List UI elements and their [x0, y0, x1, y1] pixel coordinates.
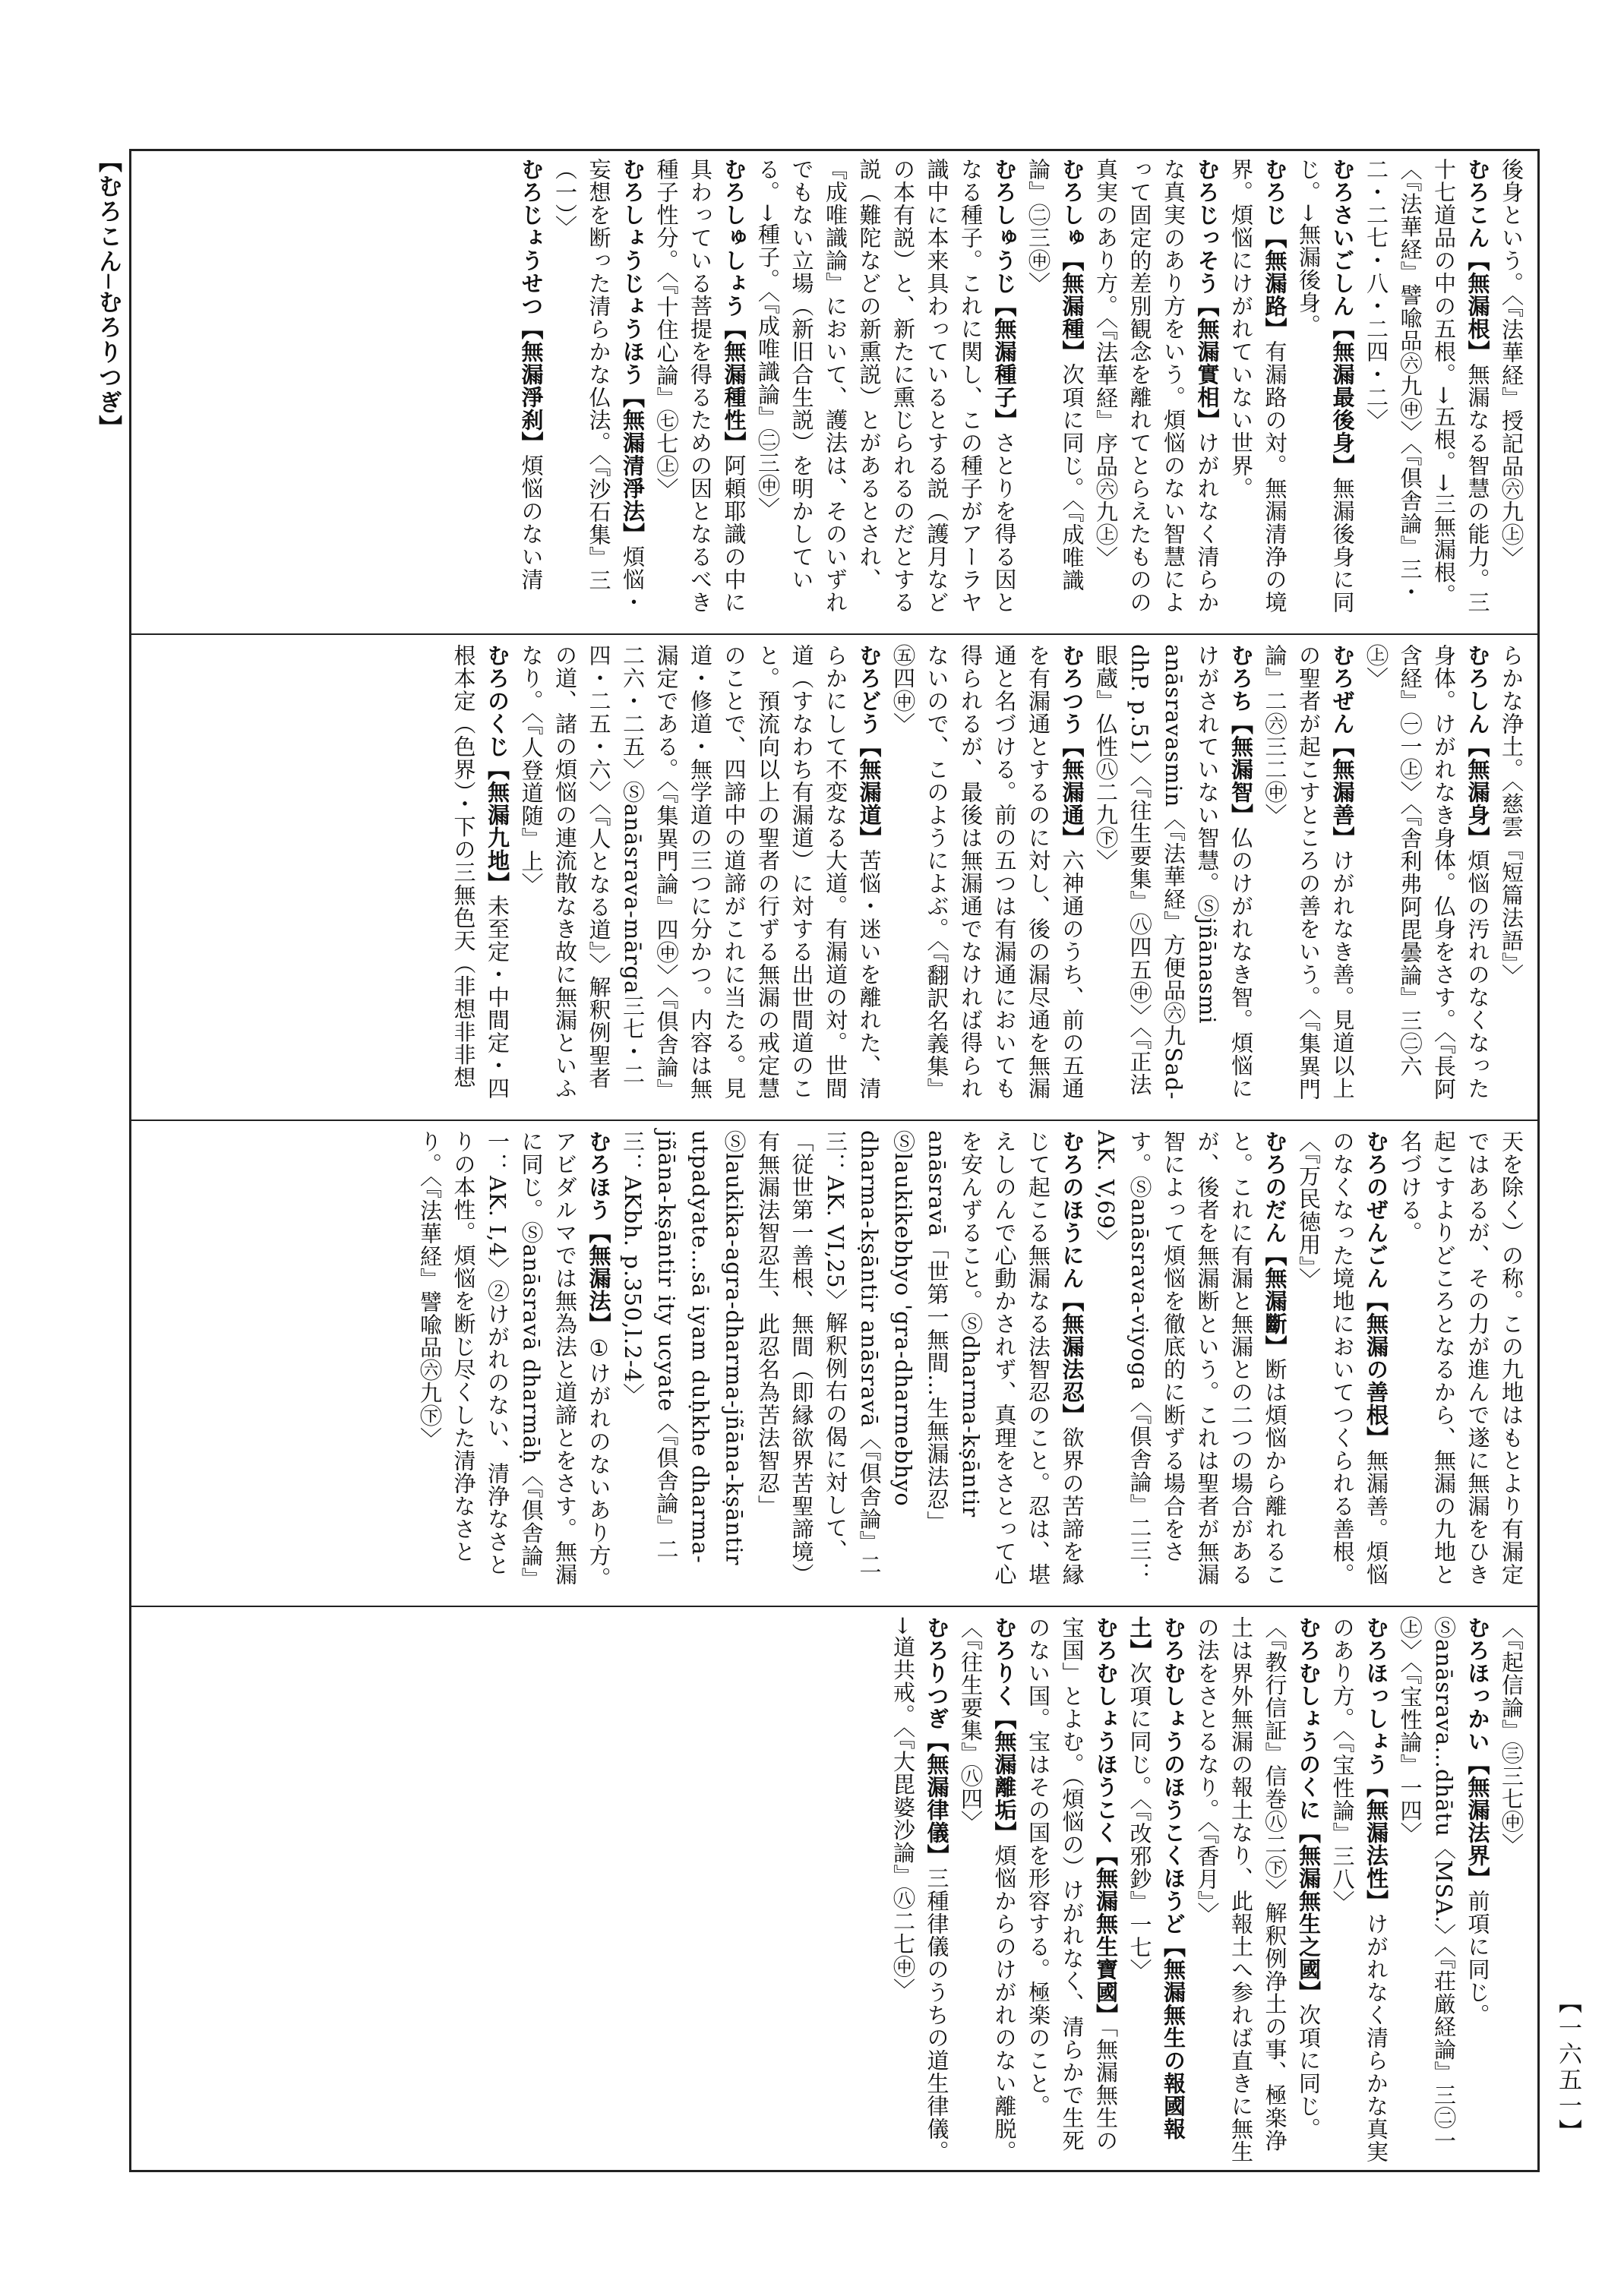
entry-text: 阿頼耶識の中に具わっている菩提を得るための因となるべき種子性分。〈『十住心論』㊆七㊤〉 [653, 158, 747, 614]
dictionary-entry [616, 1130, 1089, 1595]
entry-text: 断は煩悩から離れること。これに有漏と無漏との二つの場合があるが、後者を無漏断という。これは聖者が無漏智によって煩悩を徹底的に断ずる場合をさす。Ⓢanāsrava-viyoga〈『倶舎論』二三：AK. V,69〉 [1093, 1130, 1288, 1586]
entry-text: 無漏なる智慧の能力。三十七道品の中の五根。→五根。→三無漏根。〈『法華経』譬喩品㊅九㊥〉〈『倶舎論』三・二・二七・八・二四・二〉 [1363, 158, 1491, 614]
tier-divider [129, 1606, 1540, 1607]
entry-headword: むろこん【無漏根】 [1464, 158, 1491, 363]
dictionary-entry [1089, 158, 1224, 623]
entry-text: 〈『起信論』㊂三七㊥〉 [1499, 1616, 1524, 1856]
text-tier-1 [131, 152, 1537, 629]
dictionary-entry [1393, 1616, 1495, 2163]
dictionary-entry [1190, 1616, 1325, 2163]
entry-headword: むろのだん【無漏斷】 [1262, 1130, 1288, 1358]
entry-text: 仏のけがれなき智。煩悩にけがされていない智慧。Ⓢjñānasmi anāsravasmin〈『法華経』方便品㊅九Sad-dhP. p.51〉〈『往生要集』㊇四五㊥〉〈『正法眼蔵』仏性㊇二九㊦〉 [1093, 644, 1254, 1101]
entry-text: らかな浄土。〈慈雲『短篇法語』〉 [1499, 644, 1524, 987]
text-tier-3 [131, 1124, 1537, 1601]
entry-headword: むろむしょうのほうこくほうど【無漏無生の報國報土】 [1126, 1616, 1186, 2140]
entry-headword: むろむしょうのくに【無漏無生之國】 [1296, 1616, 1322, 2004]
dictionary-entry [649, 158, 751, 623]
entry-headword: むろち【無漏智】 [1228, 644, 1254, 826]
entry-headword: むろほっかい【無漏法界】 [1464, 1616, 1491, 1890]
entry-text: 天を除く）の称。この九地はもとより有漏定ではあるが、その力が進んで遂に無漏をひき起こすよりどころとなるから、無漏の九地と名づける。 [1397, 1130, 1524, 1586]
entry-headword: むろじょうせつ【無漏淨刹】 [518, 158, 545, 454]
entry-text: 前項に同じ。Ⓢanāsrava…dhātu〈MSA.〉〈『荘厳経論』三㊁一㊤〉〈『宝性論』一四〉 [1397, 1616, 1491, 2152]
tier-divider [129, 633, 1540, 635]
dictionary-entry [548, 158, 650, 623]
running-head: 【むろこん─むろりつぎ】 [94, 149, 122, 441]
entry-text: 次項に同じ。〈『教行信証』信巻㊇二㊦〉解釈例浄土の事、極楽浄土は界外無漏の報土なり、此報土へ参れば直きに無生の法をさとるなり。〈『香月』〉 [1194, 1616, 1322, 2163]
entry-text: 煩悩からのけがれのない離脱。〈『往生要集』㊇四〉 [958, 1616, 1018, 2163]
dictionary-entry [514, 158, 548, 623]
dictionary-entry [1360, 158, 1495, 623]
entry-text: 煩悩・妄想を断った清らかな仏法。〈『沙石集』三（一）〉 [552, 158, 646, 614]
entry-text: 未至定・中間定・四根本定（色界）・下の三無色天（非想非非想 [450, 644, 510, 1100]
dictionary-entry [1360, 644, 1495, 1109]
entry-text: けがれなく清らかな真実のあり方をいう。煩悩のない智慧によって固定的差別観念を離れてとらえたものの真実のあり方。〈『法華経』序品㊅九㊤〉 [1093, 158, 1221, 614]
entry-headword: むろしょうじょうほう【無漏清淨法】 [620, 158, 646, 545]
dictionary-entry [447, 644, 514, 1109]
entry-headword: むろほう【無漏法】 [586, 1130, 612, 1335]
entry-headword: むろりつぎ【無漏律儀】 [924, 1616, 950, 1867]
dictionary-entry [886, 1616, 954, 2163]
dictionary-entry [1495, 158, 1529, 623]
entry-text: 煩悩のない清 [518, 454, 545, 591]
tier-divider [129, 1120, 1540, 1121]
entry-headword: むろしん【無漏身】 [1464, 644, 1491, 849]
entry-text: けがれなき善。見道以上の聖者が起こすところの善をいう。〈『集異門論』二㊅三二㊥〉 [1262, 644, 1356, 1101]
dictionary-entry [1123, 1616, 1190, 2163]
text-tier-2 [131, 638, 1537, 1115]
entry-text: 次項に同じ。〈『改邪鈔』一七〉 [1126, 1662, 1153, 1982]
dictionary-entry [1292, 158, 1360, 623]
entry-headword: むろのぜんごん【無漏の善根】 [1363, 1130, 1389, 1449]
entry-text: 後身という。〈『法華経』授記品㊅九㊤〉 [1499, 158, 1524, 569]
page-number: 【一六五一】 [1554, 1990, 1581, 2145]
entry-text: けがれなく清らかな真実のあり方。〈『宝性論』三八〉 [1329, 1616, 1389, 2163]
entry-headword: むろさいごしん【無漏最後身】 [1329, 158, 1356, 477]
dictionary-entry [1258, 644, 1360, 1109]
entry-headword: むろしゅ【無漏種】 [1059, 158, 1085, 363]
entry-headword: むろつう【無漏通】 [1059, 644, 1085, 849]
entry-headword: むろじ【無漏路】 [1262, 158, 1288, 340]
dictionary-entry [1495, 644, 1529, 1109]
dictionary-entry [1325, 1616, 1393, 2163]
entry-headword: むろのほうにん【無漏法忍】 [1059, 1130, 1085, 1426]
entry-text: 無漏善。煩悩のなくなった境地においてつくられる善根。〈『万民徳用』〉 [1296, 1130, 1389, 1586]
entry-headword: むろしゅうじ【無漏種子】 [991, 158, 1018, 431]
dictionary-entry [1224, 158, 1292, 623]
entry-headword: むろどう【無漏道】 [856, 644, 883, 849]
entry-text: 苦悩・迷いを離れた、清らかにして不変なる大道。有漏道の対。世間道（すなわち有漏道）に対する出世間道のこと。預流向以上の聖者の行ずる無漏の戒定慧のことで、四諦中の道諦がこれに当たる。見道・修道・無学道の三つに分かつ。内容は無漏定である。〈『集異門論』四㊥〉〈『倶舎論』二六・二五〉Ⓢanāsrava-mārga三七・二四・二五・六〉〈『人となる道』〉解釈例聖者の道、諸の煩悩の連流散なき故に無漏といふなり。〈『人登道随』上〉 [518, 644, 883, 1101]
entry-headword: むろぜん【無漏善】 [1329, 644, 1356, 849]
entry-headword: むろほっしょう【無漏法性】 [1363, 1616, 1389, 1912]
dictionary-entry [1089, 644, 1259, 1109]
dictionary-entry [514, 644, 886, 1109]
entry-text: 六神通のうち、前の五通を有漏通とするのに対し、後の漏尽通を無漏通と名づける。前の五つは有漏通においても得られるが、最後は無漏通でなければ得られないので、このようによぶ。〈『翻訳名義集』㊄四㊥〉 [890, 644, 1085, 1101]
entry-text: 次項に同じ。〈『成唯識論』㊁三㊥〉 [1025, 158, 1085, 592]
entry-text: 煩悩の汚れのなくなった身体。けがれなき身体。仏身をさす。〈『長阿含経』㊀一㊤〉〈『舎利弗阿毘曇論』三㊁六㊤〉 [1363, 644, 1491, 1101]
text-tier-4 [131, 1610, 1537, 2169]
dictionary-entry [1022, 158, 1089, 623]
dictionary-entry [413, 1130, 616, 1595]
dictionary-entry [1022, 1616, 1123, 2163]
entry-headword: むろむしょうほうこく【無漏無生寶國】 [1093, 1616, 1119, 2026]
dictionary-entry [1495, 1616, 1529, 2163]
dictionary-entry [751, 158, 1022, 623]
entry-text: 欲界の苦諦を縁じて起こる無漏なる法智忍のこと。忍は、堪えしのんで心動かされず、真理をさとって心を安んずること。Ⓢdharma-kṣāntir anāsravā「世第一無間…生無漏法忍」Ⓢlaukikebhyo 'gra-dharmebhyo dharma-kṣāntir anāsravā〈『倶舎論』二三：AK. VI,25〉解釈例右の偈に対して、「従世第一善根、無間（即縁欲界苦聖諦境）有無漏法智忍生、此忍名為苦法智忍」Ⓢlaukika-agra-dharma-jñāna-kṣāntir utpadyate…sā iyam duḥkhe dharma-jñāna-kṣāntir ity ucyate〈『倶舎論』二三：AKbh. p.350,l.2-4〉 [620, 1130, 1085, 1586]
dictionary-entry [886, 644, 1089, 1109]
dictionary-entry [954, 1616, 1022, 2163]
dictionary-entry [1393, 1130, 1528, 1595]
entry-headword: むろのくじ【無漏九地】 [485, 644, 510, 895]
entry-headword: むろしゅしょう【無漏種性】 [721, 158, 747, 454]
dictionary-entry [1089, 1130, 1292, 1595]
entry-text: 有漏路の対。無漏清浄の境界。煩悩にけがれていない世界。 [1228, 158, 1288, 614]
entry-text: ①けがれのないあり方。アビダルマでは無為法と道諦とをさす。無漏に同じ。Ⓢanāsravā dharmāḥ〈『倶舎論』一：AK. I,4〉②けがれのない、清浄なさとりの本性。煩悩を断じ尽くした清浄なさとり。〈『法華経』譬喩品㊅九㊦〉 [417, 1130, 612, 1590]
entry-text: 無漏後身に同じ。→無漏後身。 [1296, 158, 1356, 614]
entry-headword: むろじっそう【無漏實相】 [1194, 158, 1221, 431]
entry-text: 三種律儀のうちの道生律儀。→道共戒。〈『大毘婆沙論』㊇二七㊥〉 [890, 1616, 950, 2163]
entry-text: さとりを得る因となる種子。これに関し、この種子がアーラヤ識中に本来具わっているとする説（護月などの本有説）と、新たに熏じられるのだとする説（難陀などの新熏説）とがあるとされ、『成唯識論』において、護法は、そのいずれでもない立場（新旧合生説）を明かしている。→種子。〈『成唯識論』㊁三㊥〉 [755, 158, 1018, 614]
entry-text: 「無漏無生の宝国」とよむ。（煩悩の）けがれなく、清らかで生死のない国。宝はその国を形容する。極楽のこと。 [1025, 1616, 1119, 2152]
entry-headword: むろりく【無漏離垢】 [991, 1616, 1018, 1844]
dictionary-entry [1292, 1130, 1394, 1595]
